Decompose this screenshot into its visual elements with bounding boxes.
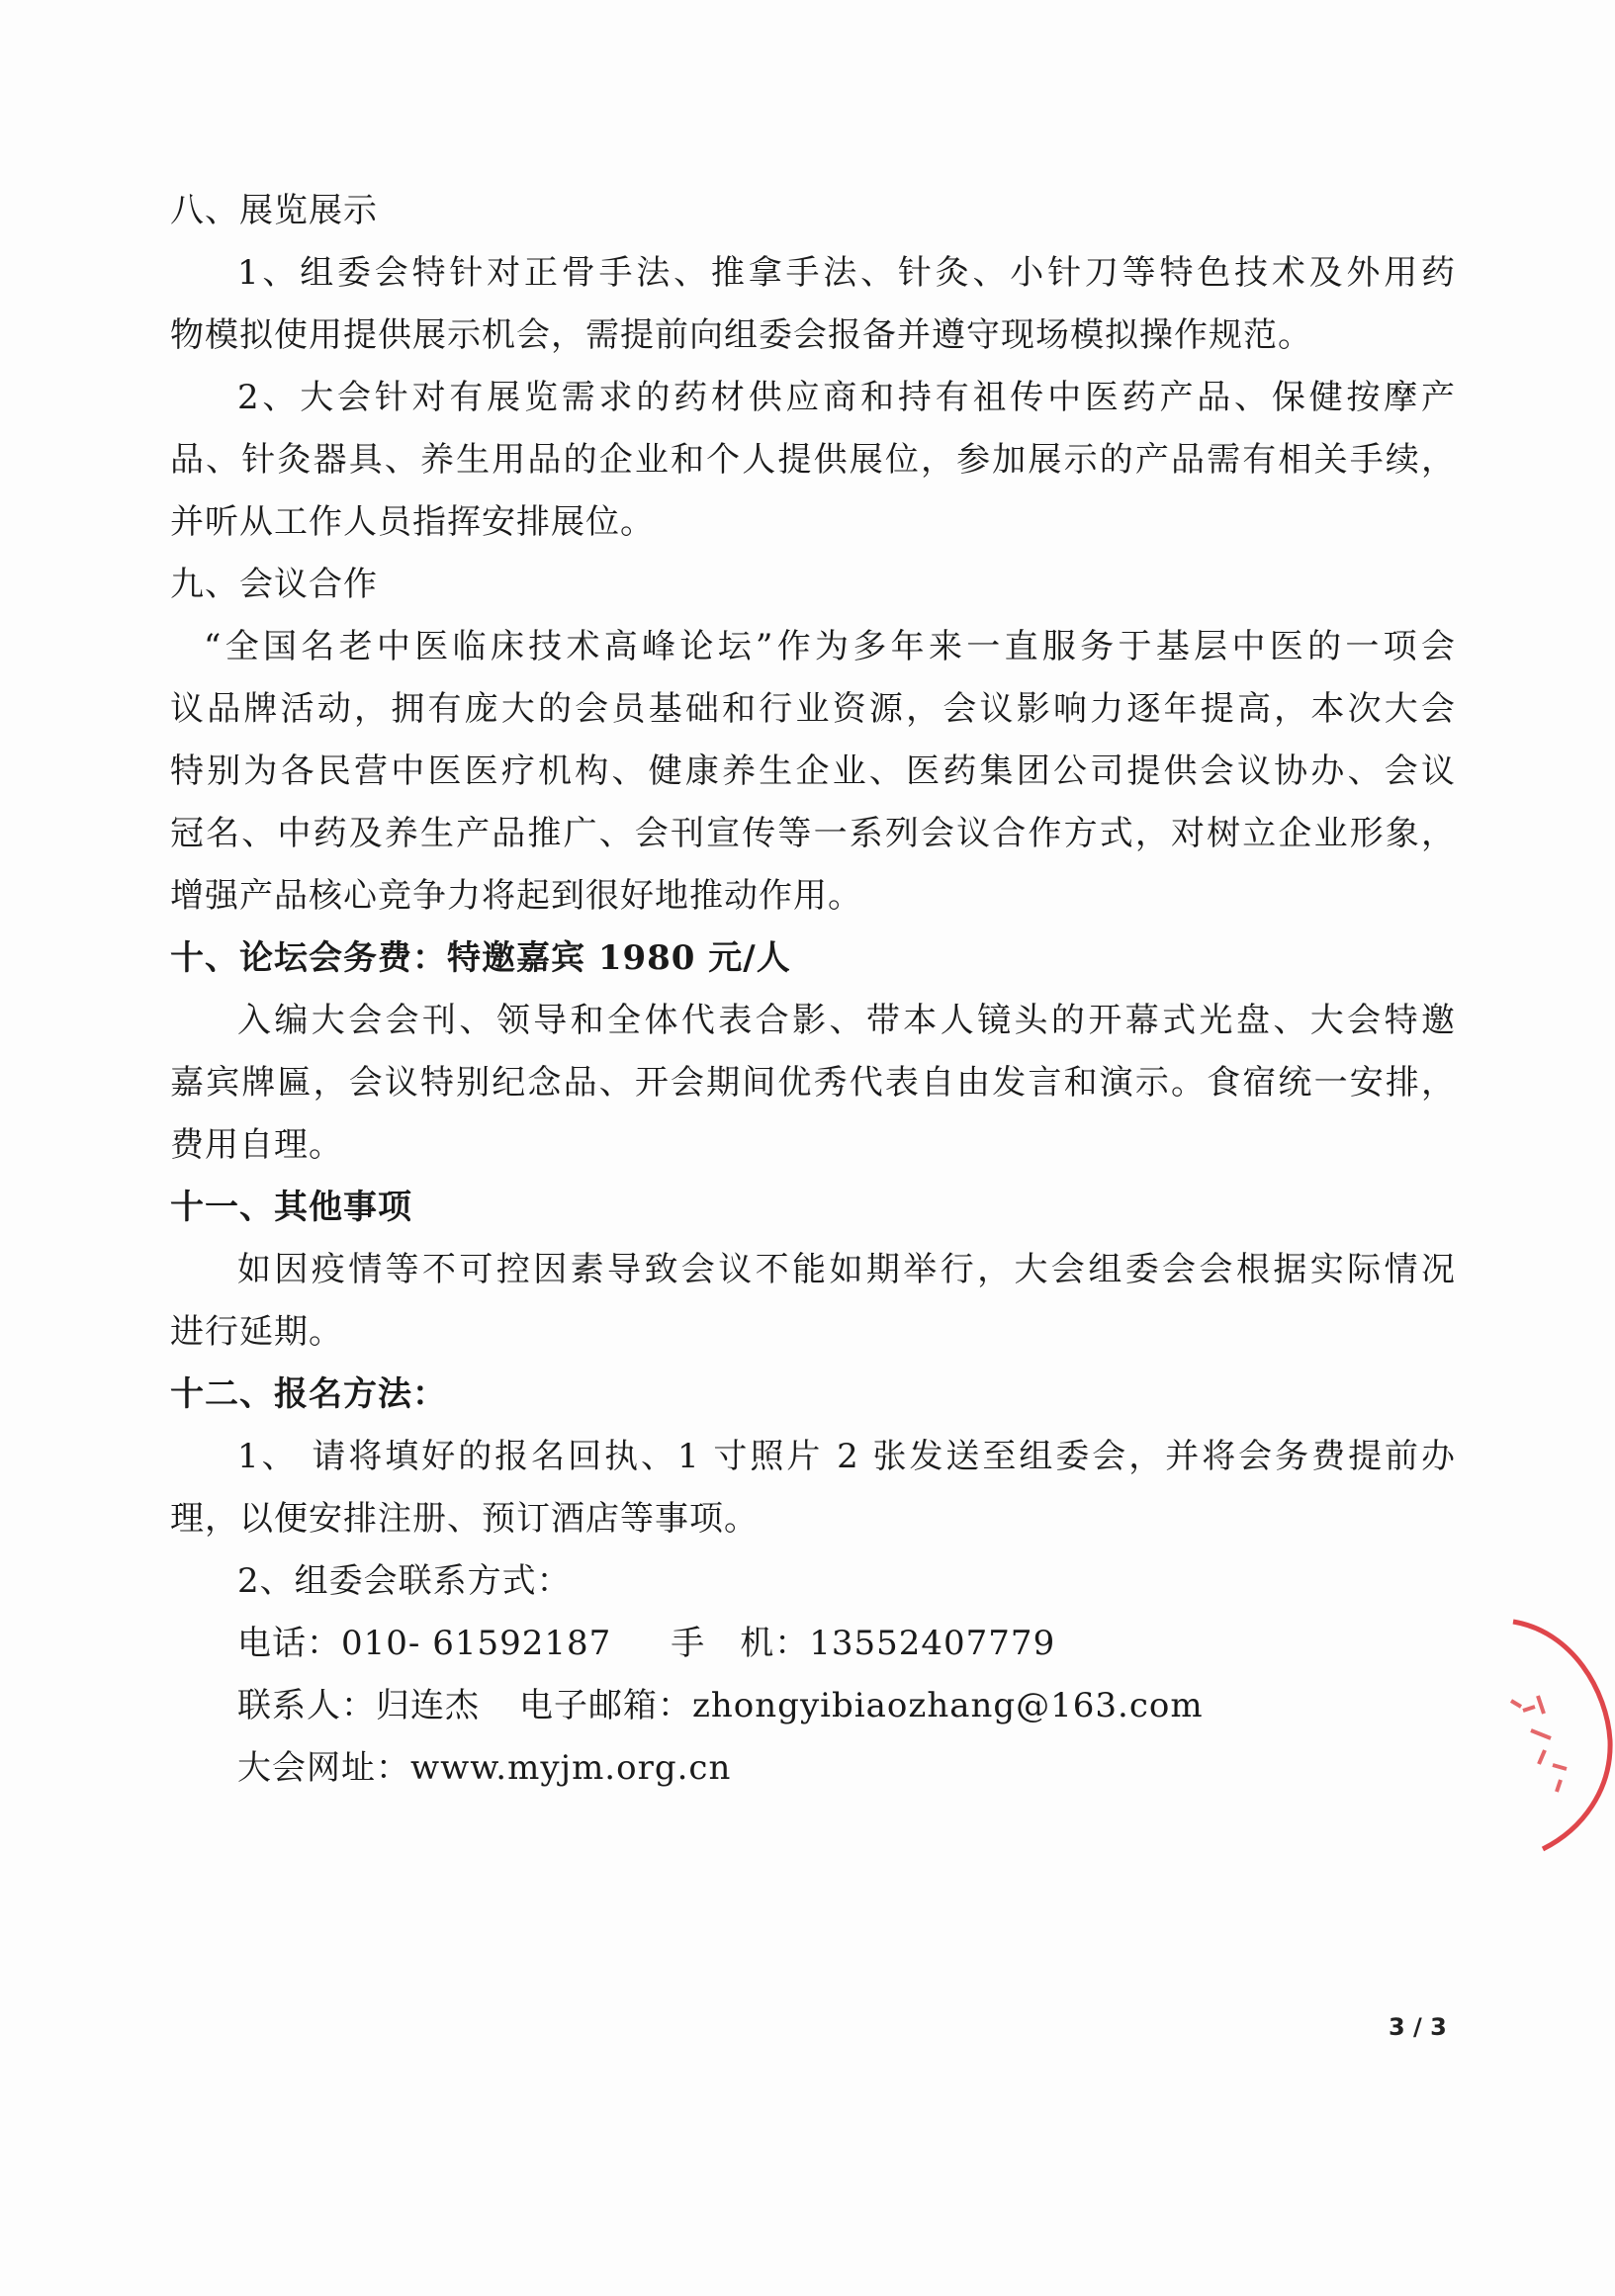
paragraph-line: 理，以便安排注册、预订酒店等事项。 (170, 1499, 759, 1539)
paragraph-line: 入编大会会刊、领导和全体代表合影、带本人镜头的开幕式光盘、大会特邀 (237, 1001, 1456, 1040)
paragraph-line: 品、针灸器具、养生用品的企业和个人提供展位，参加展示的产品需有相关手续， (170, 440, 1456, 480)
paragraph-line: 物模拟使用提供展示机会，需提前向组委会报备并遵守现场模拟操作规范。 (170, 315, 1312, 355)
phone-label: 电话： (237, 1624, 341, 1663)
paragraph-line: 2、大会针对有展览需求的药材供应商和持有祖传中医药产品、保健按摩产 (237, 378, 1456, 417)
paragraph-line: 增强产品核心竞争力将起到很好地推动作用。 (170, 876, 862, 916)
section-heading: 十二、报名方法： (170, 1374, 447, 1414)
paragraph-line: 1、组委会特针对正骨手法、推拿手法、针灸、小针刀等特色技术及外用药 (237, 253, 1456, 293)
red-seal-stamp (1483, 1602, 1615, 1859)
email-value[interactable]: zhongyibiaozhang@163.com (692, 1686, 1204, 1725)
section-heading: 十、论坛会务费：特邀嘉宾 1980 元/人 (170, 938, 791, 978)
section-heading: 十一、其他事项 (170, 1188, 412, 1227)
paragraph-line: 费用自理。 (170, 1125, 343, 1165)
paragraph-line: 议品牌活动，拥有庞大的会员基础和行业资源，会议影响力逐年提高，本次大会 (170, 689, 1456, 729)
person-value: 归连杰 (376, 1686, 480, 1725)
paragraph-line: 并听从工作人员指挥安排展位。 (170, 502, 655, 542)
mobile-label: 手 机： (671, 1624, 810, 1663)
page-number: 3 / 3 (1389, 2013, 1447, 2041)
seal-ring (1513, 1622, 1610, 1849)
phone-value: 010- 61592187 (341, 1624, 612, 1663)
paragraph-line: 进行延期。 (170, 1312, 343, 1352)
section-heading: 八、展览展示 (170, 191, 378, 230)
email-label: 电子邮箱： (519, 1686, 692, 1725)
website-label: 大会网址： (237, 1748, 410, 1788)
paragraph-line: 如因疫情等不可控因素导致会议不能如期举行，大会组委会会根据实际情况 (237, 1250, 1456, 1289)
website-value[interactable]: www.myjm.org.cn (410, 1748, 732, 1788)
contact-website-line (170, 1737, 1456, 1800)
mobile-value: 13552407779 (809, 1624, 1056, 1663)
contact-person-line (170, 1675, 1456, 1737)
contact-phone-line (170, 1613, 1456, 1675)
person-label: 联系人： (237, 1686, 376, 1725)
section-heading: 九、会议合作 (170, 565, 378, 604)
paragraph-line: “全国名老中医临床技术高峰论坛”作为多年来一直服务于基层中医的一项会 (204, 627, 1456, 666)
paragraph-line: 1、 请将填好的报名回执、1 寸照片 2 张发送至组委会，并将会务费提前办 (237, 1437, 1456, 1476)
paragraph-line: 冠名、中药及养生产品推广、会刊宣传等一系列会议合作方式，对树立企业形象， (170, 814, 1456, 853)
paragraph-line: 嘉宾牌匾，会议特别纪念品、开会期间优秀代表自由发言和演示。食宿统一安排， (170, 1063, 1456, 1103)
document-body (170, 180, 1456, 1800)
paragraph-line: 2、组委会联系方式： (237, 1561, 572, 1601)
paragraph-line: 特别为各民营中医医疗机构、健康养生企业、医药集团公司提供会议协办、会议 (170, 751, 1456, 791)
seal-characters (1511, 1696, 1567, 1792)
